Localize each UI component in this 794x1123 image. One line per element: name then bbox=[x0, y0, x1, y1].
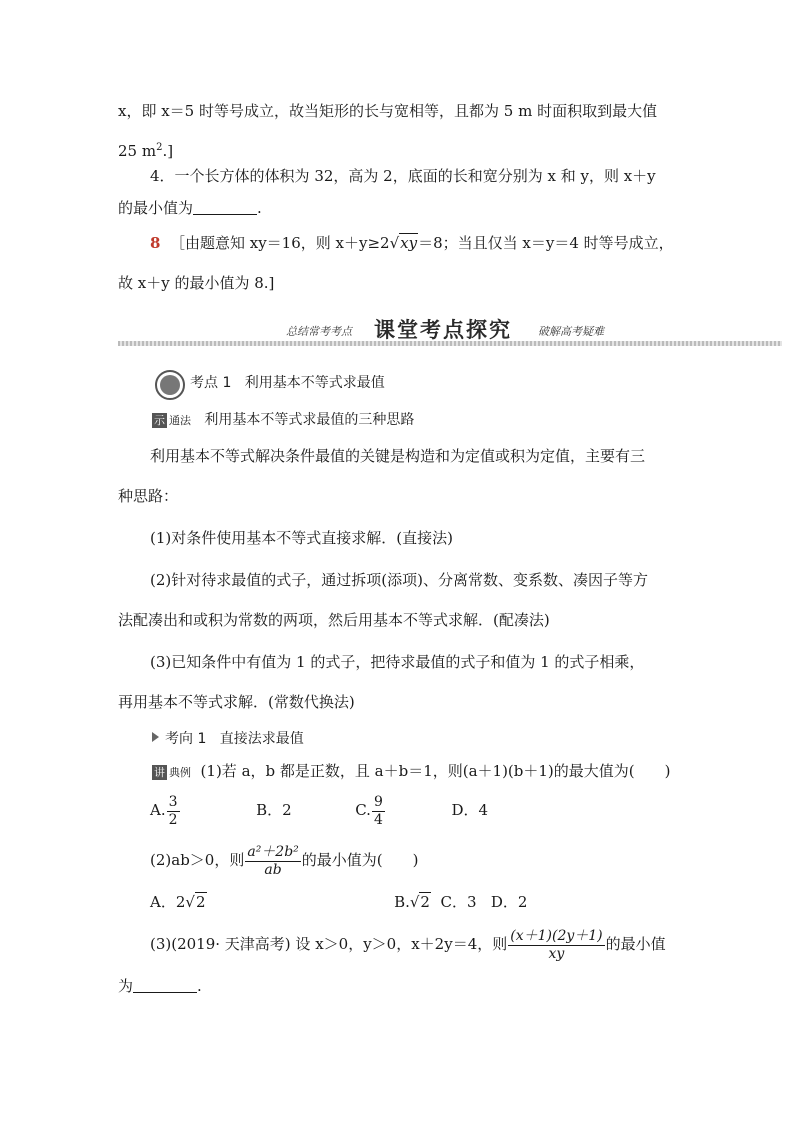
example-q1-options bbox=[150, 790, 488, 830]
example-q3-period: . bbox=[197, 977, 202, 995]
q2-option-a-label: A．2 bbox=[150, 893, 186, 911]
method-tag-text: 通法 bbox=[169, 414, 191, 427]
para-1-line-2: 种思路： bbox=[118, 487, 179, 505]
example-q3-prefix: 为 bbox=[118, 977, 134, 995]
answer-text-a: ［由题意知 xy＝16，则 x＋y≥2 bbox=[169, 234, 390, 252]
q1-option-a[interactable] bbox=[150, 793, 181, 828]
q3-answer-blank[interactable] bbox=[133, 978, 197, 993]
kaodian-label: 考点 1 bbox=[190, 375, 232, 391]
para-1-line-1: 利用基本不等式解决条件最值的关键是构造和为定值或积为定值，主要有三 bbox=[150, 447, 646, 465]
example-q3 bbox=[150, 924, 666, 964]
q2-option-b-sqrt: 2 bbox=[420, 893, 430, 911]
method-heading bbox=[152, 410, 414, 431]
q1-option-c[interactable] bbox=[355, 793, 386, 828]
q2-option-b[interactable] bbox=[394, 892, 431, 911]
intro-line-2 bbox=[118, 138, 173, 161]
example-q1-text: (1)若 a，b 都是正数，且 a＋b＝1，则(a＋1)(b＋1)的最大值为( ) bbox=[200, 762, 671, 780]
sqrt-radical-icon: √ bbox=[409, 893, 420, 911]
q1-option-b[interactable]: B．2 bbox=[256, 801, 292, 819]
para-4-line-1: (3)已知条件中有值为 1 的式子，把待求最值的式子和值为 1 的式子相乘， bbox=[150, 653, 645, 671]
q1-option-c-numerator: 9 bbox=[373, 793, 383, 810]
q1-option-c-label: C. bbox=[355, 801, 371, 819]
intro-area-value: 25 m bbox=[118, 142, 157, 160]
question-4-line-1: 4．一个长方体的体积为 32，高为 2，底面的长和宽分别为 x 和 y，则 x＋y bbox=[150, 167, 656, 185]
q3-numerator: (x＋1)(2y＋1) bbox=[510, 927, 603, 944]
sqrt-radical-icon: √ bbox=[389, 234, 400, 252]
question-4-period: . bbox=[257, 199, 262, 217]
answer-line-1 bbox=[150, 233, 674, 253]
q1-option-a-fraction bbox=[167, 794, 180, 829]
q2-denominator: ab bbox=[264, 861, 282, 878]
method-title: 利用基本不等式求最值的三种思路 bbox=[204, 412, 415, 428]
q2-option-b-label: B. bbox=[394, 893, 410, 911]
answer-sqrt-content: xy bbox=[400, 234, 418, 252]
example-q2-text-a: (2)ab＞0，则 bbox=[150, 851, 245, 869]
example-q1 bbox=[152, 761, 670, 783]
example-q2 bbox=[150, 840, 419, 880]
q3-denominator: xy bbox=[548, 945, 565, 962]
q1-option-c-fraction bbox=[372, 794, 385, 829]
q2-option-a[interactable] bbox=[150, 892, 207, 911]
example-q3-text-a: (3)(2019· 天津高考) 设 x＞0，y＞0，x＋2y＝4，则 bbox=[150, 935, 508, 953]
q3-fraction bbox=[508, 928, 604, 963]
kaoxiang-title: 直接法求最值 bbox=[219, 731, 304, 747]
kaoxiang-heading bbox=[152, 729, 304, 749]
q2-numerator: a²＋2b² bbox=[247, 843, 299, 860]
method-tag-icon: 示 bbox=[154, 414, 165, 427]
example-q3-line-2 bbox=[118, 976, 202, 996]
para-3-line-2: 法配凑出和或积为常数的两项，然后用基本不等式求解．(配凑法) bbox=[118, 611, 550, 629]
q2-option-a-sqrt: 2 bbox=[195, 893, 206, 911]
q1-option-a-label: A. bbox=[150, 801, 166, 819]
answer-number: 8 bbox=[150, 234, 161, 252]
intro-bracket-close: .] bbox=[162, 142, 174, 160]
kaoxiang-label: 考向 1 bbox=[165, 731, 207, 747]
kaodian-title: 利用基本不等式求最值 bbox=[244, 375, 385, 391]
q2-option-d[interactable]: D．2 bbox=[490, 893, 528, 911]
example-q2-options bbox=[150, 892, 527, 912]
question-4-line-2 bbox=[118, 198, 262, 218]
example-tag-text: 典例 bbox=[169, 766, 191, 779]
triangle-arrow-icon bbox=[152, 732, 159, 742]
q1-option-a-numerator: 3 bbox=[168, 793, 178, 810]
example-q3-text-b: 的最小值 bbox=[605, 935, 666, 953]
banner-title: 课堂考点探究 bbox=[374, 318, 512, 342]
example-tag-icon: 讲 bbox=[154, 766, 165, 779]
example-q2-text-b: 的最小值为( ) bbox=[301, 851, 419, 869]
question-4-text: 的最小值为 bbox=[118, 199, 194, 217]
para-4-line-2: 再用基本不等式求解．(常数代换法) bbox=[118, 693, 355, 711]
q2-option-c[interactable]: C．3 bbox=[440, 893, 477, 911]
answer-blank[interactable] bbox=[193, 200, 257, 215]
answer-text-b: ＝8；当且仅当 x＝y＝4 时等号成立， bbox=[418, 234, 674, 252]
intro-line-1: x，即 x＝5 时等号成立，故当矩形的长与宽相等，且都为 5 m 时面积取到最大值 bbox=[118, 102, 658, 120]
kaodian-heading bbox=[190, 373, 385, 393]
q1-option-a-denominator: 2 bbox=[168, 811, 178, 828]
section-banner bbox=[118, 314, 782, 348]
kaodian-circle-icon bbox=[155, 370, 185, 400]
q1-option-c-denominator: 4 bbox=[373, 811, 383, 828]
q2-fraction bbox=[245, 844, 300, 879]
intro-area-exponent: 2 bbox=[156, 142, 163, 153]
banner-left-text: 总结常考考点 bbox=[286, 325, 352, 338]
banner-right-text: 破解高考疑难 bbox=[538, 325, 604, 338]
answer-line-2: 故 x＋y 的最小值为 8.] bbox=[118, 274, 275, 292]
para-3-line-1: (2)针对待求最值的式子，通过拆项(添项)、分离常数、变系数、凑因子等方 bbox=[150, 571, 648, 589]
para-2: (1)对条件使用基本不等式直接求解．(直接法) bbox=[150, 529, 453, 547]
q1-option-d[interactable]: D．4 bbox=[451, 801, 489, 819]
sqrt-radical-icon: √ bbox=[185, 893, 195, 911]
